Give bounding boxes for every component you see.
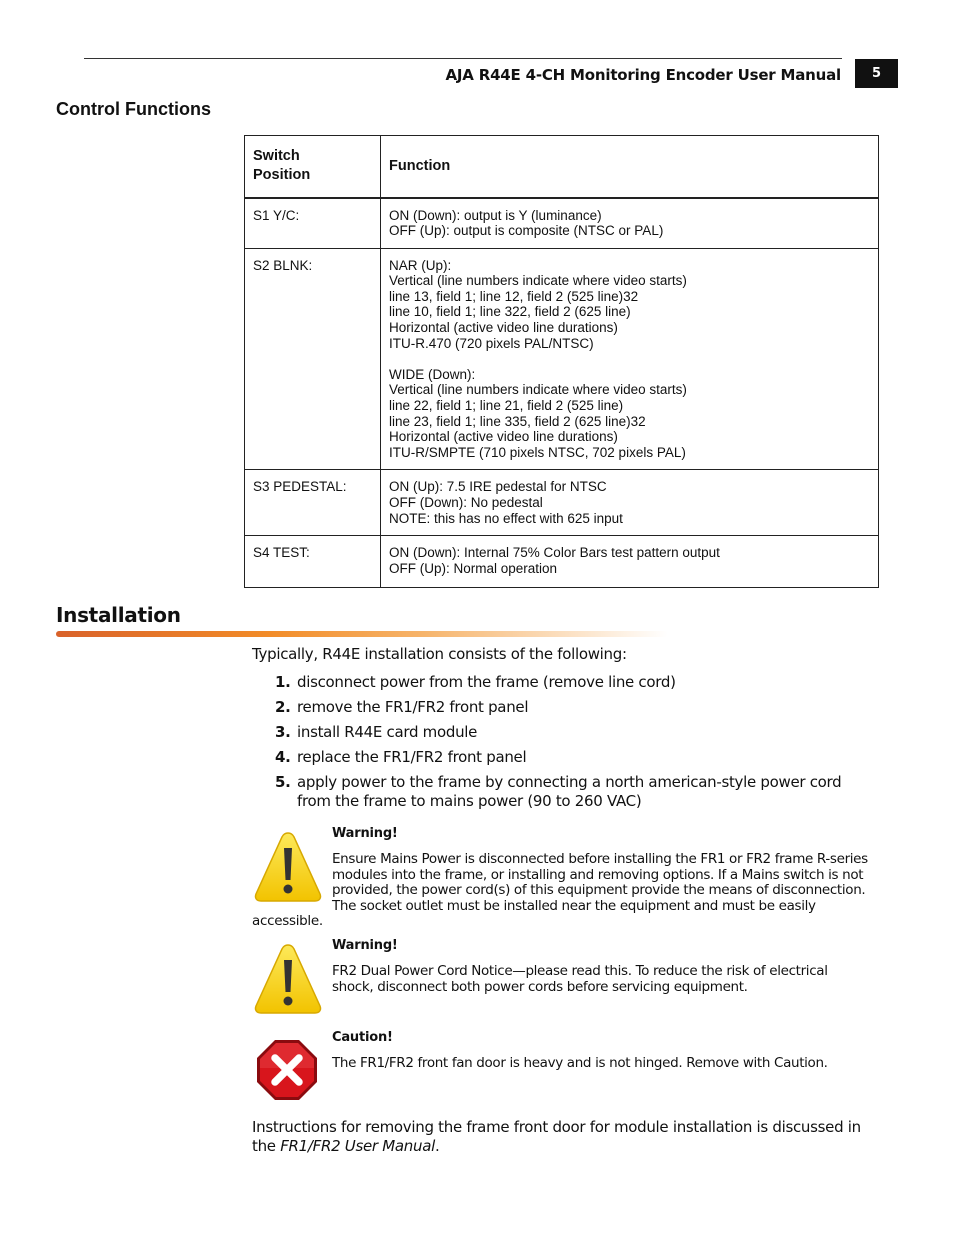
manual-title: AJA R44E 4-CH Monitoring Encoder User Manual — [445, 66, 841, 84]
warning-text-overflow: accessible. — [252, 913, 323, 929]
page-number: 5 — [855, 59, 898, 88]
warning-text: FR2 Dual Power Cord Notice—please read this. To reduce the risk of electrical shock, disconnect both power cords before servicing equipment. — [332, 963, 828, 995]
table-row — [245, 470, 879, 536]
table-header-row — [245, 136, 879, 198]
function-line: OFF (Up): output is composite (NTSC or PAL) — [389, 223, 664, 239]
step-number: 5. — [275, 773, 291, 791]
switch-cell: S3 PEDESTAL: — [245, 470, 381, 536]
function-line-spacer — [389, 351, 870, 367]
step-text: install R44E card module — [297, 723, 478, 741]
switch-cell: S4 TEST: — [245, 536, 381, 588]
step-text: remove the FR1/FR2 front panel — [297, 698, 529, 716]
function-line: WIDE (Down): — [389, 366, 476, 382]
manual-reference: FR1/FR2 User Manual — [280, 1137, 435, 1155]
step-text: apply power to the frame by connecting a north american-style power cord from the frame to mains power (90 to 260 VAC) — [297, 773, 842, 810]
warning-triangle-icon — [253, 830, 323, 904]
warning-heading: Warning! — [332, 938, 398, 953]
table-row — [245, 536, 879, 588]
function-line: ON (Down): Internal 75% Color Bars test pattern output — [389, 545, 720, 561]
list-item — [272, 698, 872, 717]
step-number: 1. — [275, 673, 291, 691]
function-line: Vertical (line numbers indicate where video starts) — [389, 382, 687, 398]
function-line: line 23, field 1; line 335, field 2 (625 line)32 — [389, 413, 646, 429]
section-title-installation: Installation — [56, 603, 181, 627]
function-line: NAR (Up): — [389, 257, 452, 273]
installation-intro: Typically, R44E installation consists of the following: — [252, 645, 627, 663]
warning-text: Ensure Mains Power is disconnected before installing the FR1 or FR2 frame R-series modules into the frame, or installing and removing options. If a Mains switch is not provided, the power cord(s) of this equipment provide the means of disconnection. The socket outlet must be installed near the equipment and must be easily — [332, 851, 868, 915]
list-item — [272, 773, 872, 811]
caution-heading: Caution! — [332, 1030, 393, 1045]
stop-x-icon — [255, 1038, 319, 1102]
function-cell — [381, 470, 879, 536]
function-line: line 13, field 1; line 12, field 2 (525 line)32 — [389, 288, 639, 304]
header-function: Function — [381, 136, 879, 198]
function-cell — [381, 536, 879, 588]
function-line: Horizontal (active video line durations) — [389, 320, 618, 336]
header-switch-position: Switch Position — [245, 136, 381, 198]
table-row — [245, 248, 879, 470]
closing-period: . — [434, 1137, 440, 1155]
control-functions-table — [244, 135, 879, 588]
caution-text: The FR1/FR2 front fan door is heavy and is not hinged. Remove with Caution. — [332, 1055, 828, 1071]
section-title-control-functions: Control Functions — [56, 99, 211, 119]
function-line: OFF (Down): No pedestal — [389, 495, 543, 510]
function-line: OFF (Up): Normal operation — [389, 560, 558, 576]
step-number: 4. — [275, 748, 291, 766]
installation-steps-list — [272, 673, 872, 817]
header-rule — [84, 58, 842, 59]
function-line: ON (Up): 7.5 IRE pedestal for NTSC — [389, 479, 607, 495]
function-line: Horizontal (active video line durations) — [389, 429, 618, 445]
step-number: 3. — [275, 723, 291, 741]
closing-paragraph — [252, 1118, 872, 1156]
list-item — [272, 723, 872, 742]
function-line: Vertical (line numbers indicate where video starts) — [389, 273, 687, 289]
function-cell — [381, 198, 879, 249]
function-cell — [381, 248, 879, 470]
switch-cell: S1 Y/C: — [245, 198, 381, 249]
warning-heading: Warning! — [332, 826, 398, 841]
step-text: disconnect power from the frame (remove line cord) — [297, 673, 676, 691]
list-item — [272, 748, 872, 767]
closing-text: Instructions for removing the frame front door for module installation is discussed in the — [252, 1118, 861, 1155]
function-line: line 10, field 1; line 322, field 2 (625 line) — [389, 304, 631, 320]
switch-cell: S2 BLNK: — [245, 248, 381, 470]
warning-triangle-icon — [253, 942, 323, 1016]
list-item — [272, 673, 872, 692]
function-line: ON (Down): output is Y (luminance) — [389, 207, 602, 223]
function-line: line 22, field 1; line 21, field 2 (525 line) — [389, 398, 624, 414]
table-row — [245, 198, 879, 249]
function-line: NOTE: this has no effect with 625 input — [389, 510, 623, 526]
step-number: 2. — [275, 698, 291, 716]
step-text: replace the FR1/FR2 front panel — [297, 748, 527, 766]
section-title-underline — [56, 631, 668, 637]
function-line: ITU-R/SMPTE (710 pixels NTSC, 702 pixels PAL) — [389, 444, 686, 460]
function-line: ITU-R.470 (720 pixels PAL/NTSC) — [389, 335, 594, 351]
